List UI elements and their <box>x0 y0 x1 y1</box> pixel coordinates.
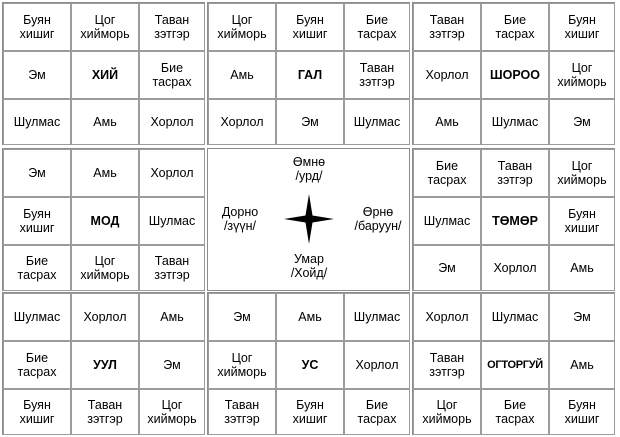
block-north-west <box>2 2 205 145</box>
grid-cell: Бие тасрах <box>3 341 71 389</box>
grid-cell: Амь <box>139 293 205 341</box>
block-east <box>412 148 615 291</box>
compass-star-icon <box>284 194 334 244</box>
grid-cell: Эм <box>549 99 615 145</box>
grid-cell: Амь <box>71 99 139 145</box>
grid-cell: Таван зэтгэр <box>71 389 139 435</box>
grid-cell: Таван зэтгэр <box>413 3 481 51</box>
compass-south-label: Умар /Хойд/ <box>290 252 328 280</box>
grid-cell: Бие тасрах <box>344 389 410 435</box>
grid-cell: Шулмас <box>139 197 205 245</box>
element-label-south-east: ОГТОРГУЙ <box>481 341 549 389</box>
grid-cell: Эм <box>208 293 276 341</box>
grid-cell: Амь <box>208 51 276 99</box>
grid-cell: Хорлол <box>71 293 139 341</box>
grid-cell: Цог хийморь <box>208 341 276 389</box>
grid-cell: Буян хишиг <box>276 3 344 51</box>
grid-cell: Эм <box>3 51 71 99</box>
grid-cell: Буян хишиг <box>549 197 615 245</box>
block-south-west <box>2 292 205 435</box>
grid-cell: Амь <box>276 293 344 341</box>
grid-cell: Эм <box>3 149 71 197</box>
grid-cell: Шулмас <box>413 197 481 245</box>
grid-cell: Шулмас <box>481 293 549 341</box>
grid-cell: Таван зэтгэр <box>413 341 481 389</box>
grid-cell: Амь <box>71 149 139 197</box>
element-label-south-west: УУЛ <box>71 341 139 389</box>
compass-east-label: Дорно /зүүн/ <box>221 205 259 233</box>
grid-cell: Эм <box>549 293 615 341</box>
grid-cell: Бие тасрах <box>481 3 549 51</box>
grid-cell: Буян хишиг <box>3 197 71 245</box>
grid-cell: Хорлол <box>208 99 276 145</box>
grid-cell: Буян хишиг <box>549 389 615 435</box>
compass-block <box>207 148 410 291</box>
grid-cell: Амь <box>549 341 615 389</box>
block-south <box>207 292 410 435</box>
element-label-east: ТӨМӨР <box>481 197 549 245</box>
grid-cell: Цог хийморь <box>549 149 615 197</box>
grid-cell: Хорлол <box>481 245 549 291</box>
grid-cell: Буян хишиг <box>3 389 71 435</box>
element-label-north: ГАЛ <box>276 51 344 99</box>
grid-cell: Эм <box>413 245 481 291</box>
element-label-north-west: ХИЙ <box>71 51 139 99</box>
grid-cell: Эм <box>139 341 205 389</box>
grid-cell: Таван зэтгэр <box>481 149 549 197</box>
grid-cell: Цог хийморь <box>71 245 139 291</box>
grid-cell: Цог хийморь <box>139 389 205 435</box>
grid-cell: Бие тасрах <box>344 3 410 51</box>
grid-cell: Буян хишиг <box>549 3 615 51</box>
grid-cell: Цог хийморь <box>549 51 615 99</box>
block-west <box>2 148 205 291</box>
grid-cell: Цог хийморь <box>71 3 139 51</box>
block-north-east <box>412 2 615 145</box>
grid-cell: Амь <box>549 245 615 291</box>
grid-cell: Амь <box>413 99 481 145</box>
grid-cell: Хорлол <box>139 99 205 145</box>
element-label-south: УС <box>276 341 344 389</box>
grid-cell: Хорлол <box>413 51 481 99</box>
grid-cell: Шулмас <box>344 99 410 145</box>
grid-cell: Бие тасрах <box>413 149 481 197</box>
grid-cell: Таван зэтгэр <box>344 51 410 99</box>
grid-cell: Таван зэтгэр <box>139 3 205 51</box>
grid-cell: Бие тасрах <box>139 51 205 99</box>
grid-cell: Цог хийморь <box>208 3 276 51</box>
grid-cell: Цог хийморь <box>413 389 481 435</box>
grid-cell: Шулмас <box>3 293 71 341</box>
grid-cell: Хорлол <box>344 341 410 389</box>
grid-cell: Бие тасрах <box>3 245 71 291</box>
grid-cell: Таван зэтгэр <box>208 389 276 435</box>
compass-west-label: Өрнө /баруун/ <box>354 205 402 233</box>
compass-north-label: Өмнө /урд/ <box>292 155 326 183</box>
grid-cell: Буян хишиг <box>276 389 344 435</box>
grid-cell: Шулмас <box>481 99 549 145</box>
element-label-west: МОД <box>71 197 139 245</box>
grid-cell: Эм <box>276 99 344 145</box>
grid-cell: Шулмас <box>3 99 71 145</box>
grid-cell: Хорлол <box>139 149 205 197</box>
grid-cell: Таван зэтгэр <box>139 245 205 291</box>
block-north <box>207 2 410 145</box>
grid-cell: Буян хишиг <box>3 3 71 51</box>
element-label-north-east: ШОРОО <box>481 51 549 99</box>
grid-cell: Бие тасрах <box>481 389 549 435</box>
grid-cell: Шулмас <box>344 293 410 341</box>
grid-cell: Хорлол <box>413 293 481 341</box>
block-south-east <box>412 292 615 435</box>
